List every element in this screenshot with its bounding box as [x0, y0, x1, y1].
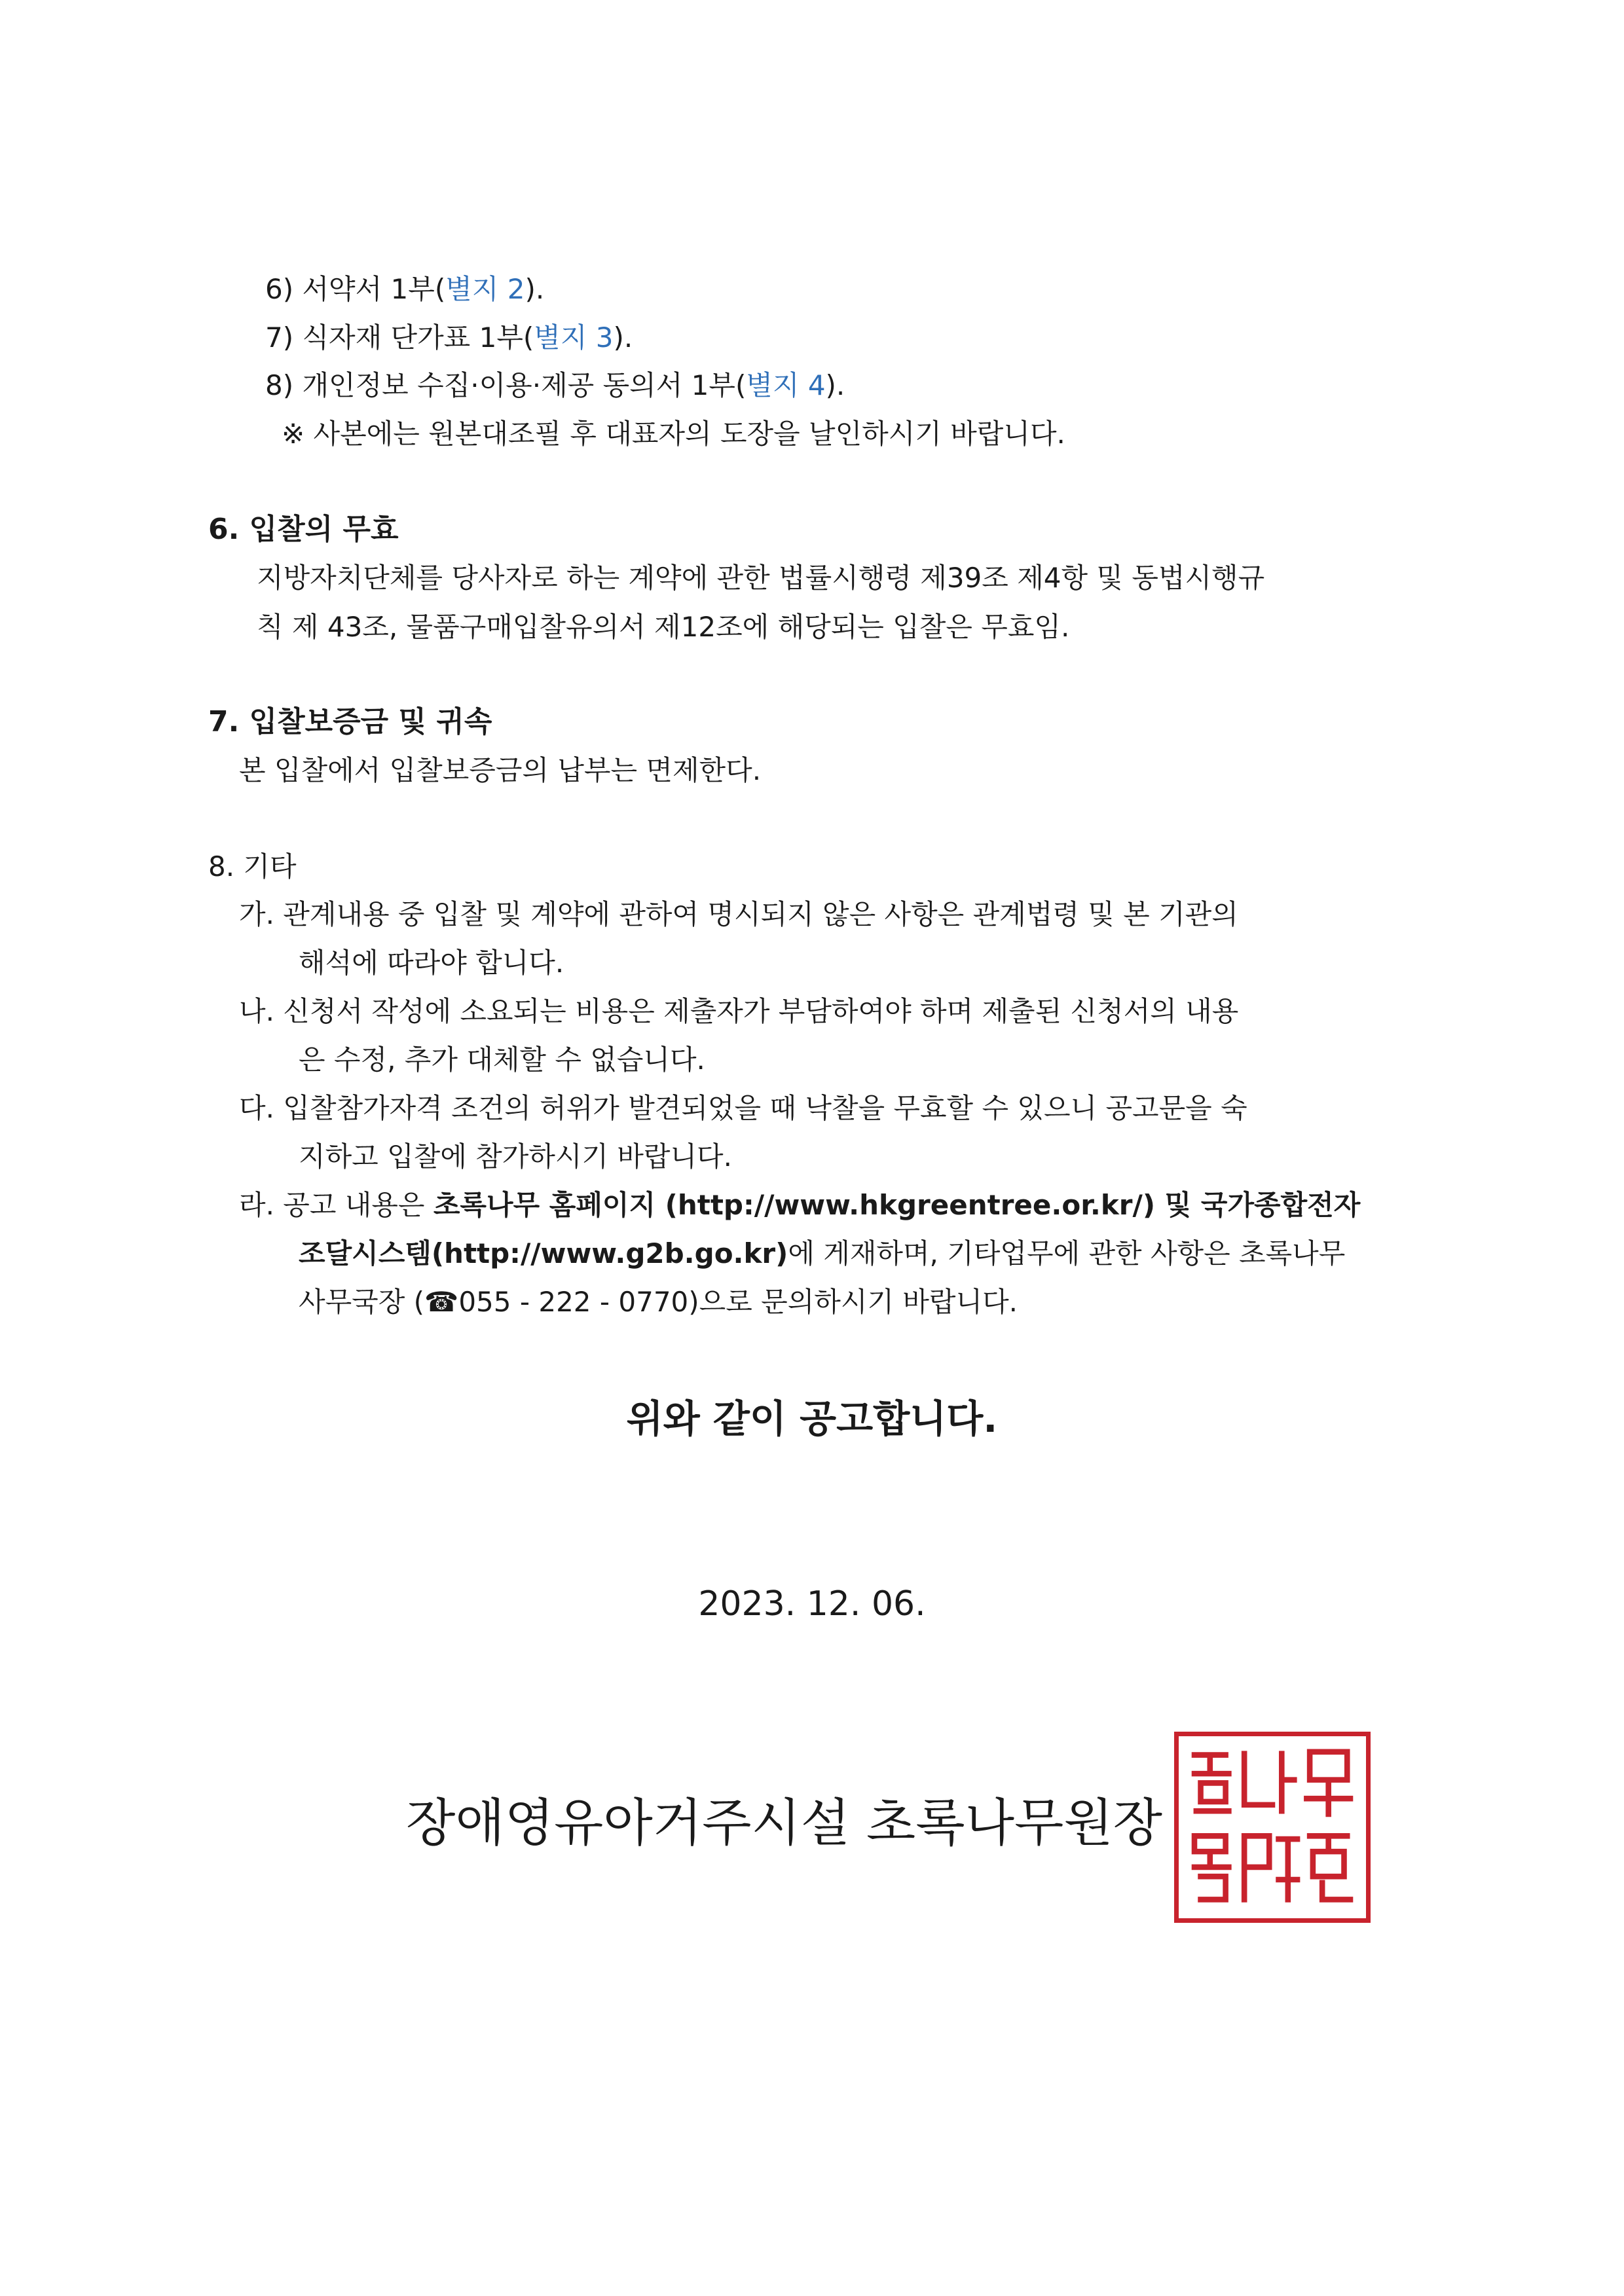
section-8-item-ra: 라. 공고 내용은 초록나무 홈페이지 (http://www.hkgreentree.or.kr/) 및 국가종합전자: [239, 1189, 1361, 1221]
section-8-heading: 8. 기타: [208, 850, 297, 883]
section-6-line: 지방자치단체를 당사자로 하는 계약에 관한 법률시행령 제39조 제4항 및 동법시행규: [257, 562, 1265, 594]
section-8-item-da-cont: 지하고 입찰에 참가하시기 바랍니다.: [299, 1140, 732, 1173]
list-item-7: 7) 식자재 단가표 1부(별지 3).: [265, 321, 633, 354]
section-7-heading: 7. 입찰보증금 및 귀속: [208, 705, 492, 738]
g2b-link[interactable]: 조달시스템(http://www.g2b.go.kr): [299, 1237, 788, 1269]
section-8-item-na: 나. 신청서 작성에 소요되는 비용은 제출자가 부담하여야 하며 제출된 신청서의 내용: [239, 995, 1239, 1027]
appendix-ref: 별지 4: [746, 369, 826, 401]
section-8-item-da: 다. 입찰참가자격 조건의 허위가 발견되었을 때 낙찰을 무효할 수 있으니 공고문을 숙: [239, 1092, 1247, 1124]
homepage-link[interactable]: 초록나무 홈페이지 (http://www.hkgreentree.or.kr/) 및 국가종합전자: [433, 1189, 1361, 1221]
section-7-text: 본 입찰에서 입찰보증금의 납부는 면제한다.: [239, 754, 762, 786]
section-8-item-ga-cont: 해석에 따라야 합니다.: [299, 947, 564, 979]
closing-statement: 위와 같이 공고합니다.: [626, 1396, 998, 1441]
section-8-item-ra-cont: 조달시스템(http://www.g2b.go.kr)에 게재하며, 기타업무에 관한 사항은 초록나무: [299, 1237, 1346, 1269]
official-seal: [1174, 1732, 1371, 1923]
list-item-8: 8) 개인정보 수집·이용·제공 동의서 1부(별지 4).: [265, 369, 845, 401]
list-item-6: 6) 서약서 1부(별지 2).: [265, 273, 545, 305]
note-text: ※ 사본에는 원본대조필 후 대표자의 도장을 날인하시기 바랍니다.: [282, 418, 1065, 450]
contact-line: 사무국장 (☎055 - 222 - 0770)으로 문의하시기 바랍니다.: [299, 1286, 1018, 1318]
section-8-item-na-cont: 은 수정, 추가 대체할 수 없습니다.: [299, 1044, 705, 1076]
section-6-heading: 6. 입찰의 무효: [208, 513, 399, 546]
announcement-date: 2023. 12. 06.: [698, 1584, 926, 1624]
section-6-line: 칙 제 43조, 물품구매입찰유의서 제12조에 해당되는 입찰은 무효임.: [257, 611, 1070, 643]
section-8-item-ga: 가. 관계내용 중 입찰 및 계약에 관하여 명시되지 않은 사항은 관계법령 및 본 기관의: [239, 898, 1238, 930]
appendix-ref: 별지 3: [534, 321, 614, 354]
appendix-ref: 별지 2: [445, 273, 525, 305]
seal-glyphs-icon: [1179, 1736, 1366, 1918]
organization-name: 장애영유아거주시설 초록나무원장: [406, 1794, 1163, 1853]
